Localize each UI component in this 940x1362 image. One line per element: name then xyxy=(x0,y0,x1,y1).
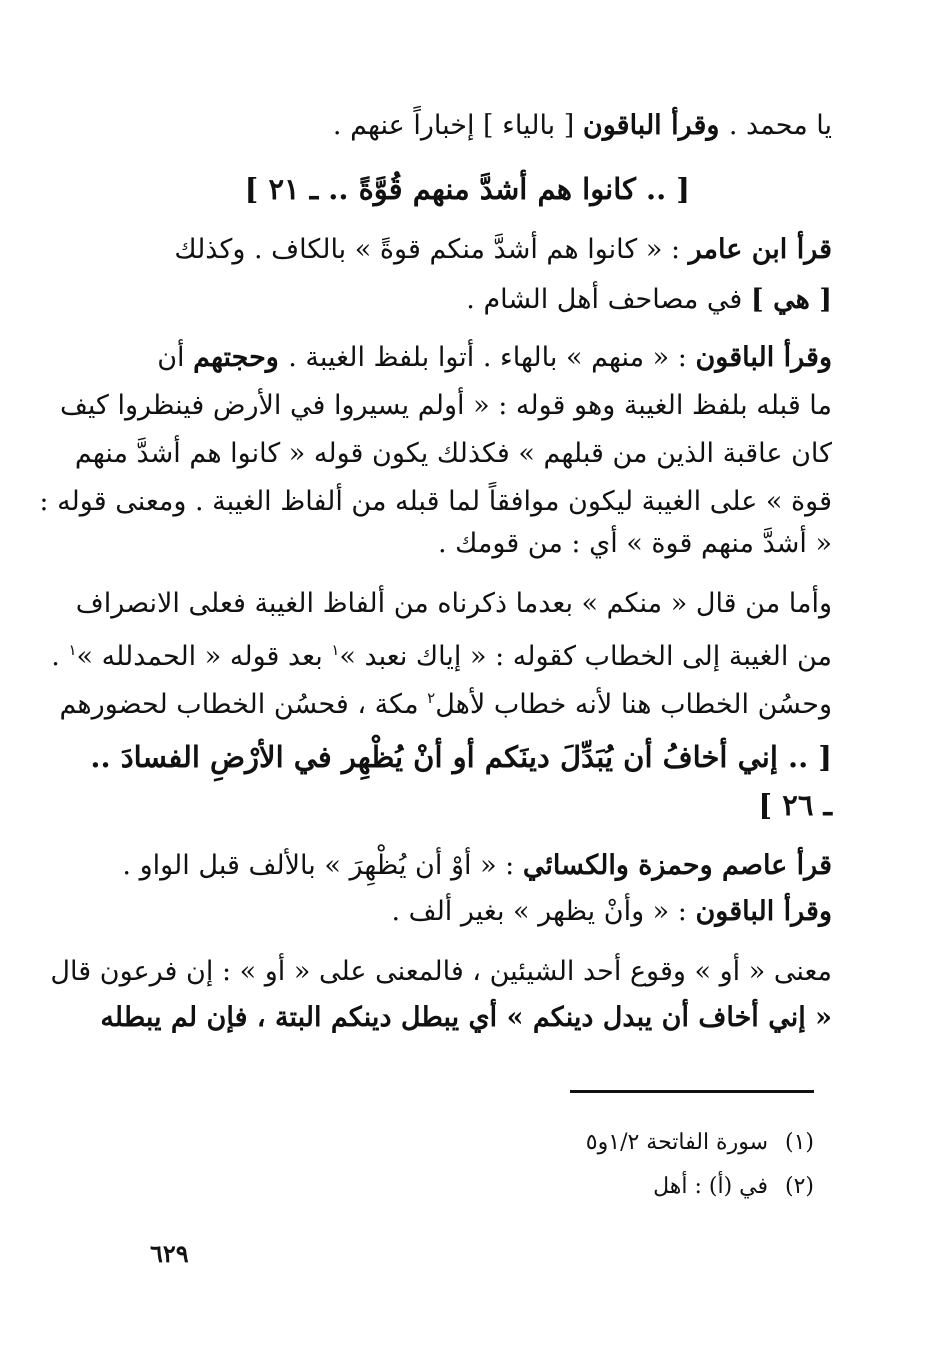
footnote-divider xyxy=(570,1090,814,1093)
line-3-bold: قرأ ابن عامر xyxy=(688,234,832,265)
verse-heading-26-number: ـ ٢٦ ] xyxy=(758,788,832,822)
text-line-10: وأما من قال « منكم » بعدما ذكرناه من ألفاظ الغيبة فعلى الانصراف xyxy=(75,588,832,619)
line-11-b: بعد قوله « الحمدلله » xyxy=(76,641,332,672)
line-4-bold: [ هي ] xyxy=(750,284,832,315)
line-5-bold: وقرأ الباقون xyxy=(695,342,832,373)
line-5-mid: : « منهم » بالهاء . أتوا بلفظ الغيبة . xyxy=(288,342,696,373)
line-11-c: . xyxy=(51,641,69,672)
line-16-text: : « وأنْ يظهر » بغير ألف . xyxy=(391,896,696,927)
text-line-12 xyxy=(59,680,832,723)
text-line-16 xyxy=(391,894,832,930)
line-15-bold: قرأ عاصم وحمزة والكسائي xyxy=(522,850,832,881)
text-line-9: « أشدَّ منهم قوة » أي : من قومك . xyxy=(437,528,832,559)
footnote-1 xyxy=(586,1128,814,1158)
line-16-bold: وقرأ الباقون xyxy=(695,896,832,927)
footnote-2-text: في (أ) : أهل xyxy=(653,1174,768,1199)
line-11-a: من الغيبة إلى الخطاب كقوله : « إياك نعبد » xyxy=(339,641,832,672)
text-line-5 xyxy=(158,340,832,376)
text-line-11 xyxy=(51,632,832,675)
footnote-ref-2: ٢ xyxy=(427,689,436,707)
footnote-ref-1a: ١ xyxy=(331,641,340,659)
text-line-8: قوة » على الغيبة ليكون موافقاً لما قبله من ألفاظ الغيبة . ومعنى قوله : xyxy=(39,486,832,517)
text-line-3 xyxy=(158,232,832,268)
verse-heading-26: [ .. إني أخافُ أن يُبَدِّلَ دينَكم أو أنْ يُظْهِر في الأرْضِ الفسادَ .. xyxy=(90,740,832,774)
footnote-1-number: (١) xyxy=(784,1130,814,1155)
line-5-end: أن xyxy=(157,342,194,373)
line-1-bold: وقرأ الباقون xyxy=(582,110,729,141)
footnote-2-number: (٢) xyxy=(784,1174,814,1199)
line-5-bold-2: وحجتهم xyxy=(193,342,289,373)
line-4-text: في مصاحف أهل الشام . xyxy=(466,284,751,315)
text-line-15 xyxy=(122,848,832,884)
text-line-4 xyxy=(466,282,832,318)
text-line-17: معنى « أو » وقوع أحد الشيئين ، فالمعنى على « أو » : إن فرعون قال xyxy=(50,956,832,987)
footnote-1-text: سورة الفاتحة ١/٢و٥ xyxy=(585,1130,768,1155)
line-1-part-b: [ بالياء ] إخباراً عنهم . xyxy=(332,110,583,141)
line-3-text: : « كانوا هم أشدَّ منكم قوةً » بالكاف . وكذلك xyxy=(174,234,689,265)
text-line-7: كان عاقبة الذين من قبلهم » فكذلك يكون قوله « كانوا هم أشدَّ منهم xyxy=(74,438,832,469)
line-1-part-a: يا محمد . xyxy=(728,110,832,141)
line-15-text: : « أوْ أن يُظْهِرَ » بالألف قبل الواو . xyxy=(122,850,523,881)
line-12-b: مكة ، فحسُن الخطاب لحضورهم xyxy=(59,689,428,720)
text-line-1 xyxy=(333,108,832,144)
page-number: ٦٢٩ xyxy=(150,1239,189,1268)
text-line-6: ما قبله بلفظ الغيبة وهو قوله : « أولم يسيروا في الأرض فينظروا كيف xyxy=(59,390,832,421)
text-line-18: « إني أخاف أن يبدل دينكم » أي يبطل دينكم البتة ، فإن لم يبطله xyxy=(100,1002,832,1033)
footnote-ref-1b: ١ xyxy=(68,641,77,659)
verse-heading-21: [ .. كانوا هم أشدَّ منهم قُوَّةً .. ـ ٢١ ] xyxy=(244,172,690,206)
footnote-2 xyxy=(653,1172,814,1202)
line-12-a: وحسُن الخطاب هنا لأنه خطاب لأهل xyxy=(435,689,832,720)
